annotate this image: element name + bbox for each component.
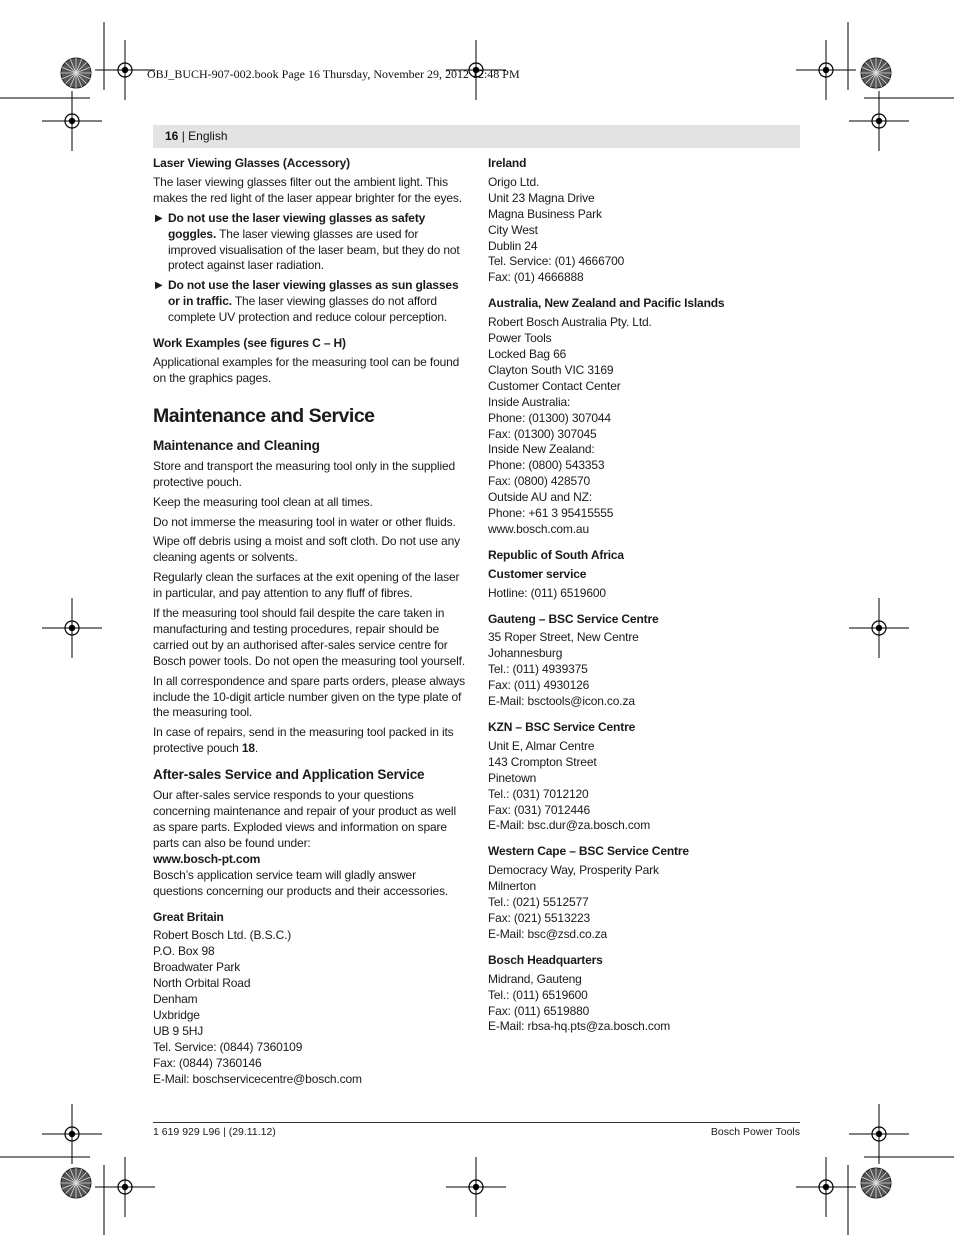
address-line: Pinetown (488, 770, 537, 785)
address-line: E-Mail: bsc@zsd.co.za (488, 926, 608, 941)
address-line: Robert Bosch Ltd. (B.S.C.) (153, 928, 292, 943)
address-line: Broadwater Park (153, 960, 241, 975)
address-line: Power Tools (488, 331, 552, 346)
ireland-address (488, 175, 800, 286)
australia-address (488, 315, 800, 538)
address-line: Tel. Service: (01) 4666700 (488, 254, 625, 269)
section-title: Maintenance and Service (153, 404, 375, 427)
header-text (165, 129, 228, 143)
western-cape-address (488, 863, 800, 943)
gb-address (153, 928, 465, 1087)
address-line: Fax: (021) 5513223 (488, 910, 591, 925)
address-line: Magna Business Park (488, 206, 602, 221)
footer-document-number: 1 619 929 L96 | (29.11.12) (153, 1126, 276, 1138)
address-line: Clayton South VIC 3169 (488, 362, 614, 377)
address-line: Phone: +61 3 95415555 (488, 506, 614, 521)
triangle-bullet-icon: ▶ (155, 212, 163, 224)
address-line: Midrand, Gauteng (488, 971, 582, 986)
address-line: Fax: (0844) 7360146 (153, 1055, 262, 1070)
address-line: Tel.: (011) 4939375 (488, 662, 588, 677)
kzn-heading: KZN – BSC Service Centre (488, 720, 636, 734)
cleaning-para: Wipe off debris using a moist and soft cloth. Do not use any cleaning agents or solvents. (153, 534, 460, 565)
work-examples-text: Applicational examples for the measuring tool can be found on the graphics pages. (153, 354, 460, 385)
address-line: Fax: (0800) 428570 (488, 474, 591, 489)
address-line: Phone: (01300) 307044 (488, 410, 611, 425)
address-line: www.bosch.com.au (488, 521, 589, 536)
customer-service-info (488, 586, 800, 602)
glasses-heading: Laser Viewing Glasses (Accessory) (153, 156, 350, 170)
address-line: 35 Roper Street, New Centre (488, 630, 639, 645)
warning-bullet-1 (153, 211, 465, 275)
address-line: Inside New Zealand: (488, 442, 595, 457)
gauteng-heading: Gauteng – BSC Service Centre (488, 611, 659, 626)
cleaning-para: Store and transport the measuring tool only in the supplied protective pouch. (153, 458, 456, 489)
glasses-text: The laser viewing glasses filter out the ambient light. This makes the red light of the laser appear brighter for the eyes. (153, 174, 462, 205)
address-line: Fax: (011) 6519880 (488, 1003, 590, 1018)
address-line: E-Mail: boschservicecentre@bosch.com (153, 1071, 362, 1086)
page-number: 16 (165, 129, 179, 143)
repair-para (153, 725, 465, 757)
gb-heading: Great Britain (153, 909, 224, 924)
address-line: Tel. Service: (0844) 7360109 (153, 1039, 303, 1054)
aftersales-text: Our after-sales service responds to your questions concerning maintenance and repair of your product as well as spare parts. Exploded views and information on spare parts can also be found under: (153, 788, 456, 850)
repair-text: In case of repairs, send in the measuring tool packed in its protective pouch (153, 725, 454, 756)
address-line: Uxbridge (153, 1007, 200, 1022)
headquarters-address (488, 972, 800, 1036)
gauteng-address (488, 630, 800, 710)
address-line: Fax: (01) 4666888 (488, 270, 584, 285)
address-line: Phone: (0800) 543353 (488, 458, 605, 473)
address-line: Robert Bosch Australia Pty. Ltd. (488, 315, 652, 330)
address-line: Outside AU and NZ: (488, 490, 593, 505)
warning-text-1: The laser viewing glasses are used for improved visualisation of the laser beam, but they do not protect against laser radiation. (168, 226, 460, 273)
cleaning-para: If the measuring tool should fail despite the care taken in manufacturing and testing procedures, repair should be carried out by an authorised after-sales service centre for Bosch power tools. Do not open the measuring tool yourself. (153, 606, 465, 668)
address-line: E-Mail: rbsa-hq.pts@za.bosch.com (488, 1019, 671, 1034)
footer-brand: Bosch Power Tools (710, 1126, 800, 1138)
cleaning-para: Keep the measuring tool clean at all times. (153, 494, 373, 509)
address-line: Fax: (031) 7012446 (488, 802, 591, 817)
customer-service-heading: Customer service (488, 566, 587, 581)
address-line: Democracy Way, Prosperity Park (488, 863, 659, 878)
address-line: Inside Australia: (488, 394, 571, 409)
address-line: Denham (153, 992, 198, 1007)
page-header (153, 125, 800, 148)
cleaning-para: In all correspondence and spare parts orders, please always include the 10-digit article number given on the type plate of the measuring tool. (153, 673, 465, 720)
repair-ref: 18 (241, 741, 255, 756)
address-line: Milnerton (488, 879, 537, 894)
address-line: UB 9 5HJ (153, 1023, 204, 1038)
cleaning-para: Do not immerse the measuring tool in water or other fluids. (153, 514, 456, 529)
address-line: Fax: (011) 4930126 (488, 678, 590, 693)
address-line: Tel.: (031) 7012120 (488, 786, 589, 801)
address-line: Locked Bag 66 (488, 346, 567, 361)
kzn-address (488, 739, 800, 834)
ireland-heading: Ireland (488, 156, 527, 170)
address-line: E-Mail: bsc.dur@za.bosch.com (488, 818, 651, 833)
right-column (488, 156, 800, 1035)
address-line: Tel.: (021) 5512577 (488, 895, 589, 910)
address-line: P.O. Box 98 (153, 944, 215, 959)
address-line: Origo Ltd. (488, 174, 540, 189)
western-cape-heading: Western Cape – BSC Service Centre (488, 844, 689, 859)
footer-rule (153, 1122, 800, 1123)
aftersales-heading: After-sales Service and Application Service (153, 767, 425, 783)
header-language: English (188, 129, 228, 143)
warning-text-2: The laser viewing glasses do not afford complete UV protection and reduce colour perception. (168, 294, 448, 325)
address-line: North Orbital Road (153, 976, 251, 991)
headquarters-heading: Bosch Headquarters (488, 952, 603, 967)
print-slug: OBJ_BUCH-907-002.book Page 16 Thursday, November 29, 2012 12:48 PM (147, 67, 520, 81)
cleaning-para: Regularly clean the surfaces at the exit opening of the laser in particular, and pay attention to any fluff of fibres. (153, 570, 460, 601)
address-line: Unit E, Almar Centre (488, 738, 595, 753)
address-line: Dublin 24 (488, 238, 538, 253)
address-line: Johannesburg (488, 646, 563, 661)
warning-bold-1: Do not use the laser viewing glasses as safety goggles. (168, 210, 426, 241)
triangle-bullet-icon: ▶ (155, 280, 163, 292)
address-line: 143 Crompton Street (488, 754, 597, 769)
address-line: Hotline: (011) 6519600 (488, 585, 606, 600)
repair-end: . (254, 741, 259, 756)
warning-bold-2: Do not use the laser viewing glasses as sun glasses or in traffic. (168, 278, 459, 309)
address-line: Customer Contact Center (488, 378, 621, 393)
australia-heading: Australia, New Zealand and Pacific Islands (488, 296, 725, 311)
address-line: Tel.: (011) 6519600 (488, 987, 588, 1002)
aftersales-url[interactable]: www.bosch-pt.com (153, 851, 261, 866)
header-separator: | (178, 129, 189, 143)
address-line: Unit 23 Magna Drive (488, 190, 595, 205)
cleaning-heading: Maintenance and Cleaning (153, 437, 320, 453)
address-line: City West (488, 222, 538, 237)
address-line: E-Mail: bsctools@icon.co.za (488, 694, 635, 709)
south-africa-heading: Republic of South Africa (488, 547, 624, 562)
warning-bullet-2 (153, 278, 465, 326)
application-text: Bosch’s application service team will gladly answer questions concerning our products and their accessories. (153, 867, 449, 898)
left-column (153, 156, 465, 1088)
work-examples-heading: Work Examples (see figures C – H) (153, 336, 346, 351)
address-line: Fax: (01300) 307045 (488, 426, 597, 441)
